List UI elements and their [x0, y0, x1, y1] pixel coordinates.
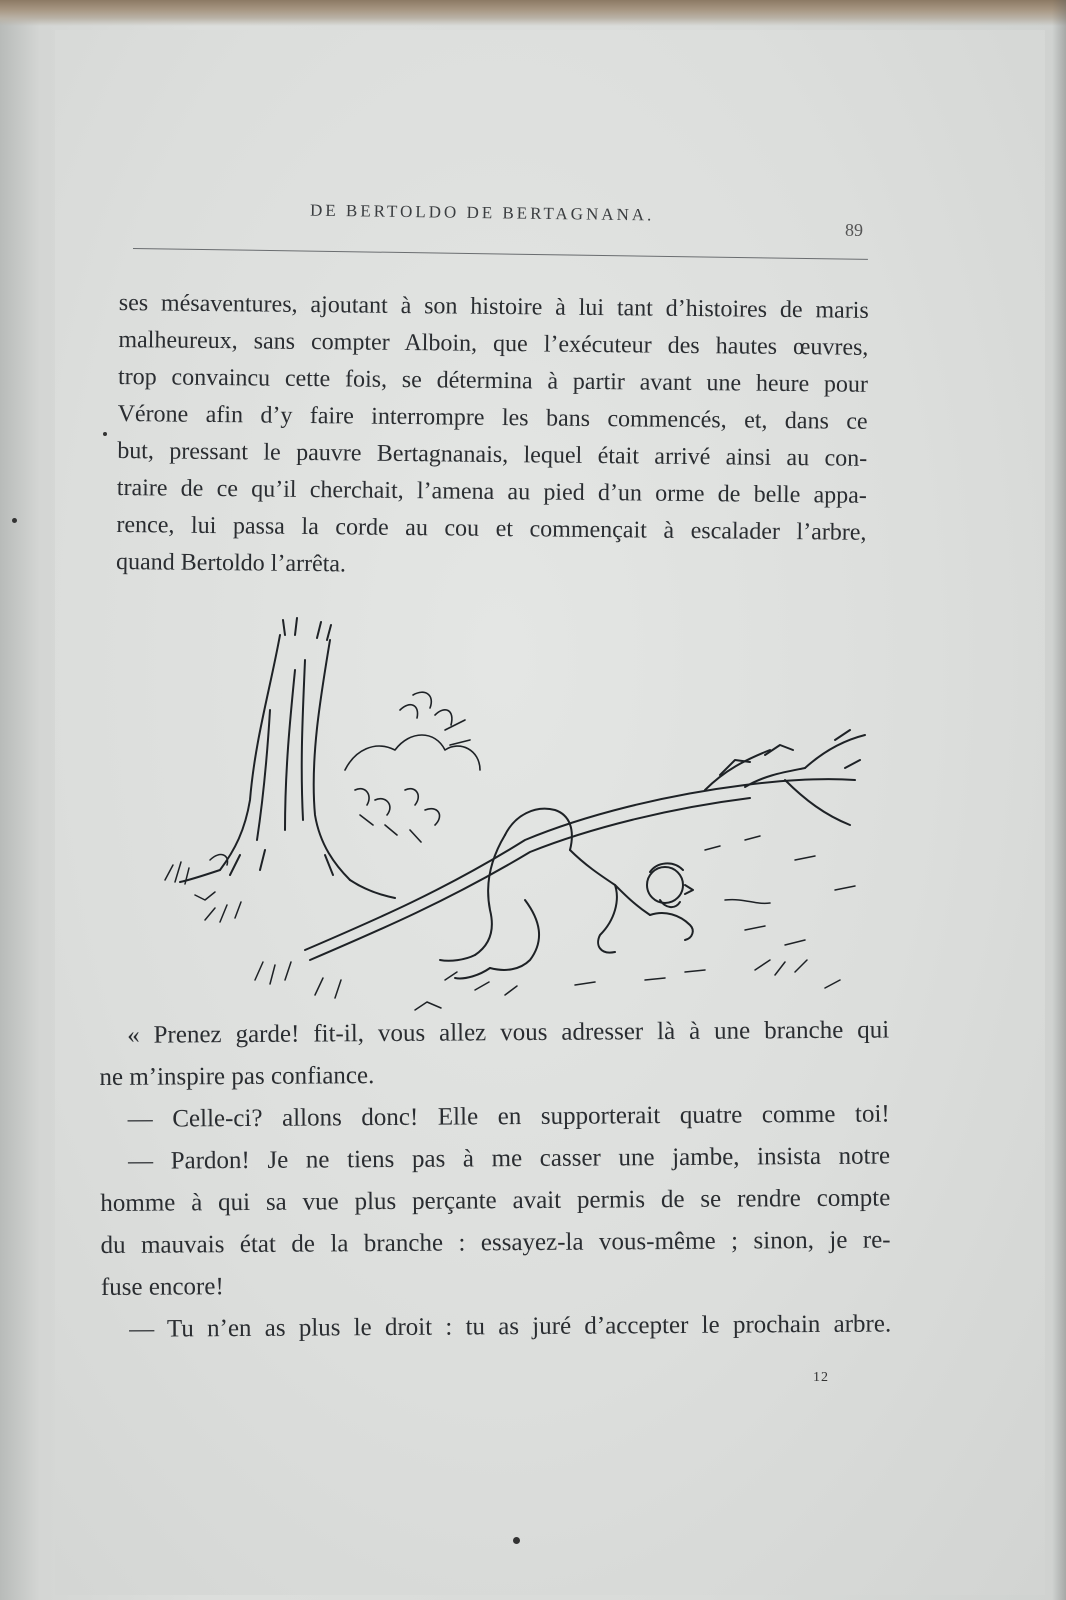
text-line: — Pardon! Je ne tiens pas à me casser une jambe, insista notre [127, 1142, 891, 1175]
text-line: « Prenez garde! fit-il, vous allez vous adresser là à une branche qui [127, 1016, 890, 1049]
text-line: — Celle-ci? allons donc! Elle en supporterait quatre comme toi! [127, 1100, 890, 1133]
text-line: ses mésaventures, ajoutant à son histoire à lui tant d’histoires de maris [118, 289, 869, 324]
body-paragraph-top [116, 285, 869, 589]
ink-speck [12, 518, 17, 523]
crawling-man [440, 809, 693, 979]
text-line: homme à qui sa vue plus perçante avait permis de se rendre compte [100, 1184, 891, 1217]
header-rule [133, 248, 868, 260]
tree-trunk [180, 618, 395, 898]
page-right-shadow [1052, 0, 1066, 1600]
text-line: du mauvais état de la branche : essayez-la vous-même ; sinon, je re- [100, 1226, 891, 1259]
engraving-illustration [145, 600, 885, 1020]
text-line: but, pressant le pauvre Bertagnanais, lequel était arrivé ainsi au con- [117, 437, 868, 472]
text-line: fuse encore! [100, 1273, 224, 1301]
text-line: rence, lui passa la corde au cou et commençait à escalader l’arbre, [116, 511, 867, 546]
fallen-branch [305, 730, 865, 960]
text-line: ne m’inspire pas confiance. [99, 1062, 375, 1091]
body-paragraph-bottom [99, 1009, 891, 1351]
text-line: trop convaincu cette fois, se détermina à partir avant une heure pour [117, 363, 869, 398]
signature-mark: 12 [813, 1370, 829, 1385]
text-line: Vérone afin d’y faire interrompre les bans commencés, et, dans ce [117, 400, 868, 435]
ink-speck [513, 1537, 520, 1544]
ground-grass [165, 836, 855, 1010]
book-page [55, 30, 1045, 1595]
text-line: quand Bertoldo l’arrêta. [115, 548, 347, 578]
page-number: 89 [845, 220, 863, 240]
text-line: malheureux, sans compter Alboin, que l’exécuteur des hautes œuvres, [118, 326, 869, 361]
running-title: DE BERTOLDO DE BERTAGNANA. [309, 200, 655, 225]
page-top-edge [0, 0, 1066, 26]
bushes [345, 692, 480, 842]
text-line: traire de ce qu’il cherchait, l’amena au pied d’un orme de belle appa- [116, 474, 867, 509]
text-line: — Tu n’en as plus le droit : tu as juré d’accepter le prochain arbre. [129, 1310, 892, 1343]
ink-speck [103, 432, 107, 436]
